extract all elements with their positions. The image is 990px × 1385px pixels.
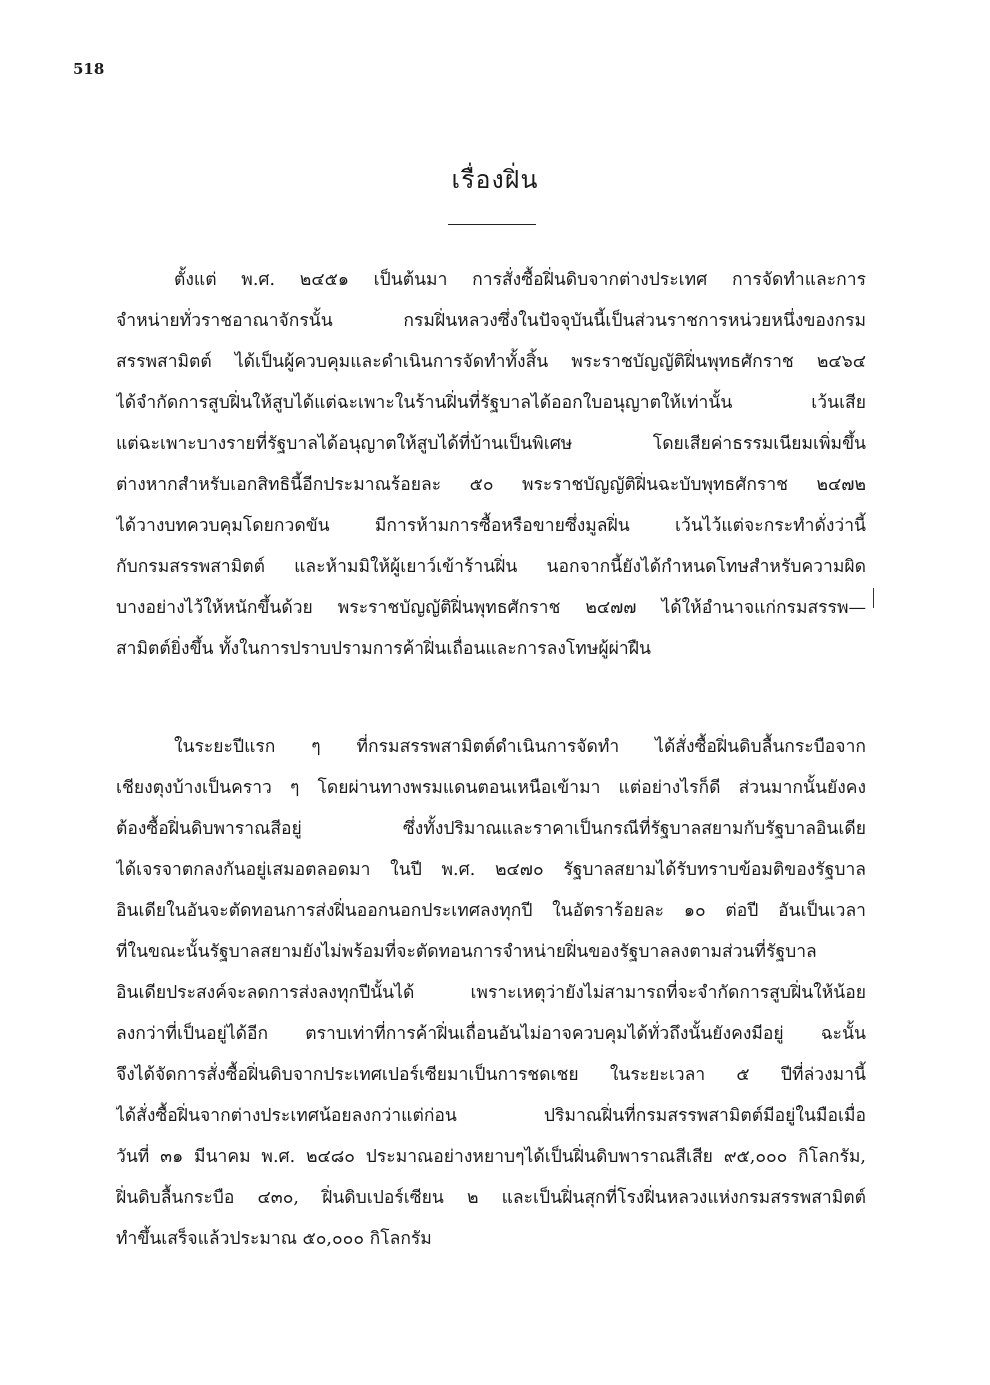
paragraph-line: วันที่ ๓๑ มีนาคม พ.ศ. ๒๔๘๐ ประมาณอย่างหยาบๆได้เป็นฝิ่นดิบพาราณสีเสีย ๙๕,๐๐๐ กิโลกรัม, — [116, 1147, 866, 1167]
paragraph-line: ได้สั่งซื้อฝิ่นจากต่างประเทศน้อยลงกว่าแต่ก่อน ปริมาณฝิ่นที่กรมสรรพสามิตต์มีอยู่ในมือเมื่อ — [116, 1106, 866, 1126]
paragraph-line: ลงกว่าที่เป็นอยู่ได้อีก ตราบเท่าที่การค้าฝิ่นเถื่อนอันไม่อาจควบคุมได้ทั่วถึงนั้นยังคงมีอยู่ ฉะนั้น — [116, 1024, 866, 1044]
paragraph-line: อินเดียประสงค์จะลดการส่งลงทุกปีนั้นได้ เพราะเหตุว่ายังไม่สามารถที่จะจำกัดการสูบฝิ่นให้น้อย — [116, 983, 866, 1003]
paragraph-line: ตั้งแต่ พ.ศ. ๒๔๕๑ เป็นต้นมา การสั่งซื้อฝิ่นดิบจากต่างประเทศ การจัดทำและการ — [174, 270, 866, 290]
paragraph-1 — [116, 260, 866, 670]
paragraph-line: ได้วางบทควบคุมโดยกวดขัน มีการห้ามการซื้อหรือขายซึ่งมูลฝิ่น เว้นไว้แต่จะกระทำดั่งว่านี้ — [116, 516, 866, 536]
paragraph-line: บางอย่างไว้ให้หนักขึ้นด้วย พระราชบัญญัติฝิ่นพุทธศักราช ๒๔๗๗ ได้ให้อำนาจแก่กรมสรรพ— — [116, 598, 866, 618]
paragraph-line: สรรพสามิตต์ ได้เป็นผู้ควบคุมและดำเนินการจัดทำทั้งสิ้น พระราชบัญญัติฝิ่นพุทธศักราช ๒๔๖๔ — [116, 352, 866, 372]
paragraph-line: เชียงตุงบ้างเป็นคราว ๆ โดยผ่านทางพรมแดนตอนเหนือเข้ามา แต่อย่างไรก็ดี ส่วนมากนั้นยังคง — [116, 778, 866, 798]
paragraph-line: สามิตต์ยิ่งขึ้น ทั้งในการปราบปรามการค้าฝิ่นเถื่อนและการลงโทษผู้ผ่าฝืน — [116, 639, 651, 659]
paragraph-line: ต้องซื้อฝิ่นดิบพาราณสีอยู่ ซึ่งทั้งปริมาณและราคาเป็นกรณีที่รัฐบาลสยามกับรัฐบาลอินเดีย — [116, 819, 866, 839]
page-number: 518 — [73, 60, 105, 78]
paragraph-line: ฝิ่นดิบลื้นกระบือ ๔๓๐, ฝิ่นดิบเปอร์เซียน ๒ และเป็นฝิ่นสุกที่โรงฝิ่นหลวงแห่งกรมสรรพสามิตต์ — [116, 1188, 866, 1208]
paragraph-line: ที่ในขณะนั้นรัฐบาลสยามยังไม่พร้อมที่จะตัดทอนการจำหน่ายฝิ่นของรัฐบาลลงตามส่วนที่รัฐบาล — [116, 942, 817, 962]
paragraph-line: ในระยะปีแรก ๆ ที่กรมสรรพสามิตต์ดำเนินการจัดทำ ได้สั่งซื้อฝิ่นดิบลื้นกระบือจาก — [174, 737, 866, 757]
paragraph-line: กับกรมสรรพสามิตต์ และห้ามมิให้ผู้เยาว์เข้าร้านฝิ่น นอกจากนี้ยังได้กำหนดโทษสำหรับความผิด — [116, 557, 866, 577]
margin-mark — [873, 588, 874, 608]
paragraph-line: อินเดียในอันจะตัดทอนการส่งฝิ่นออกนอกประเทศลงทุกปี ในอัตราร้อยละ ๑๐ ต่อปี อันเป็นเวลา — [116, 901, 866, 921]
paragraph-line: ทำขึ้นเสร็จแล้วประมาณ ๕๐,๐๐๐ กิโลกรัม — [116, 1229, 432, 1249]
paragraph-line: จึงได้จัดการสั่งซื้อฝิ่นดิบจากประเทศเปอร์เซียมาเป็นการชดเชย ในระยะเวลา ๕ ปีที่ล่วงมานี้ — [116, 1065, 866, 1085]
document-title: เรื่องฝิ่น — [451, 165, 539, 194]
paragraph-line: ได้เจรจาตกลงกันอยู่เสมอตลอดมา ในปี พ.ศ. ๒๔๗๐ รัฐบาลสยามได้รับทราบข้อมติของรัฐบาล — [116, 860, 866, 880]
paragraph-2 — [116, 727, 866, 1260]
paragraph-line: ต่างหากสำหรับเอกสิทธินี้อีกประมาณร้อยละ ๕๐ พระราชบัญญัติฝิ่นฉะบับพุทธศักราช ๒๔๗๒ — [116, 475, 866, 495]
title-underline — [448, 224, 536, 225]
paragraph-line: ได้จำกัดการสูบฝิ่นให้สูบได้แต่ฉะเพาะในร้านฝิ่นที่รัฐบาลได้ออกใบอนุญาตให้เท่านั้น เว้นเสีย — [116, 393, 866, 413]
paragraph-line: จำหน่ายทั่วราชอาณาจักรนั้น กรมฝิ่นหลวงซึ่งในปัจจุบันนี้เป็นส่วนราชการหน่วยหนึ่งของกรม — [116, 311, 866, 331]
paragraph-line: แต่ฉะเพาะบางรายที่รัฐบาลได้อนุญาตให้สูบได้ที่บ้านเป็นพิเศษ โดยเสียค่าธรรมเนียมเพิ่มขึ้น — [116, 434, 866, 454]
